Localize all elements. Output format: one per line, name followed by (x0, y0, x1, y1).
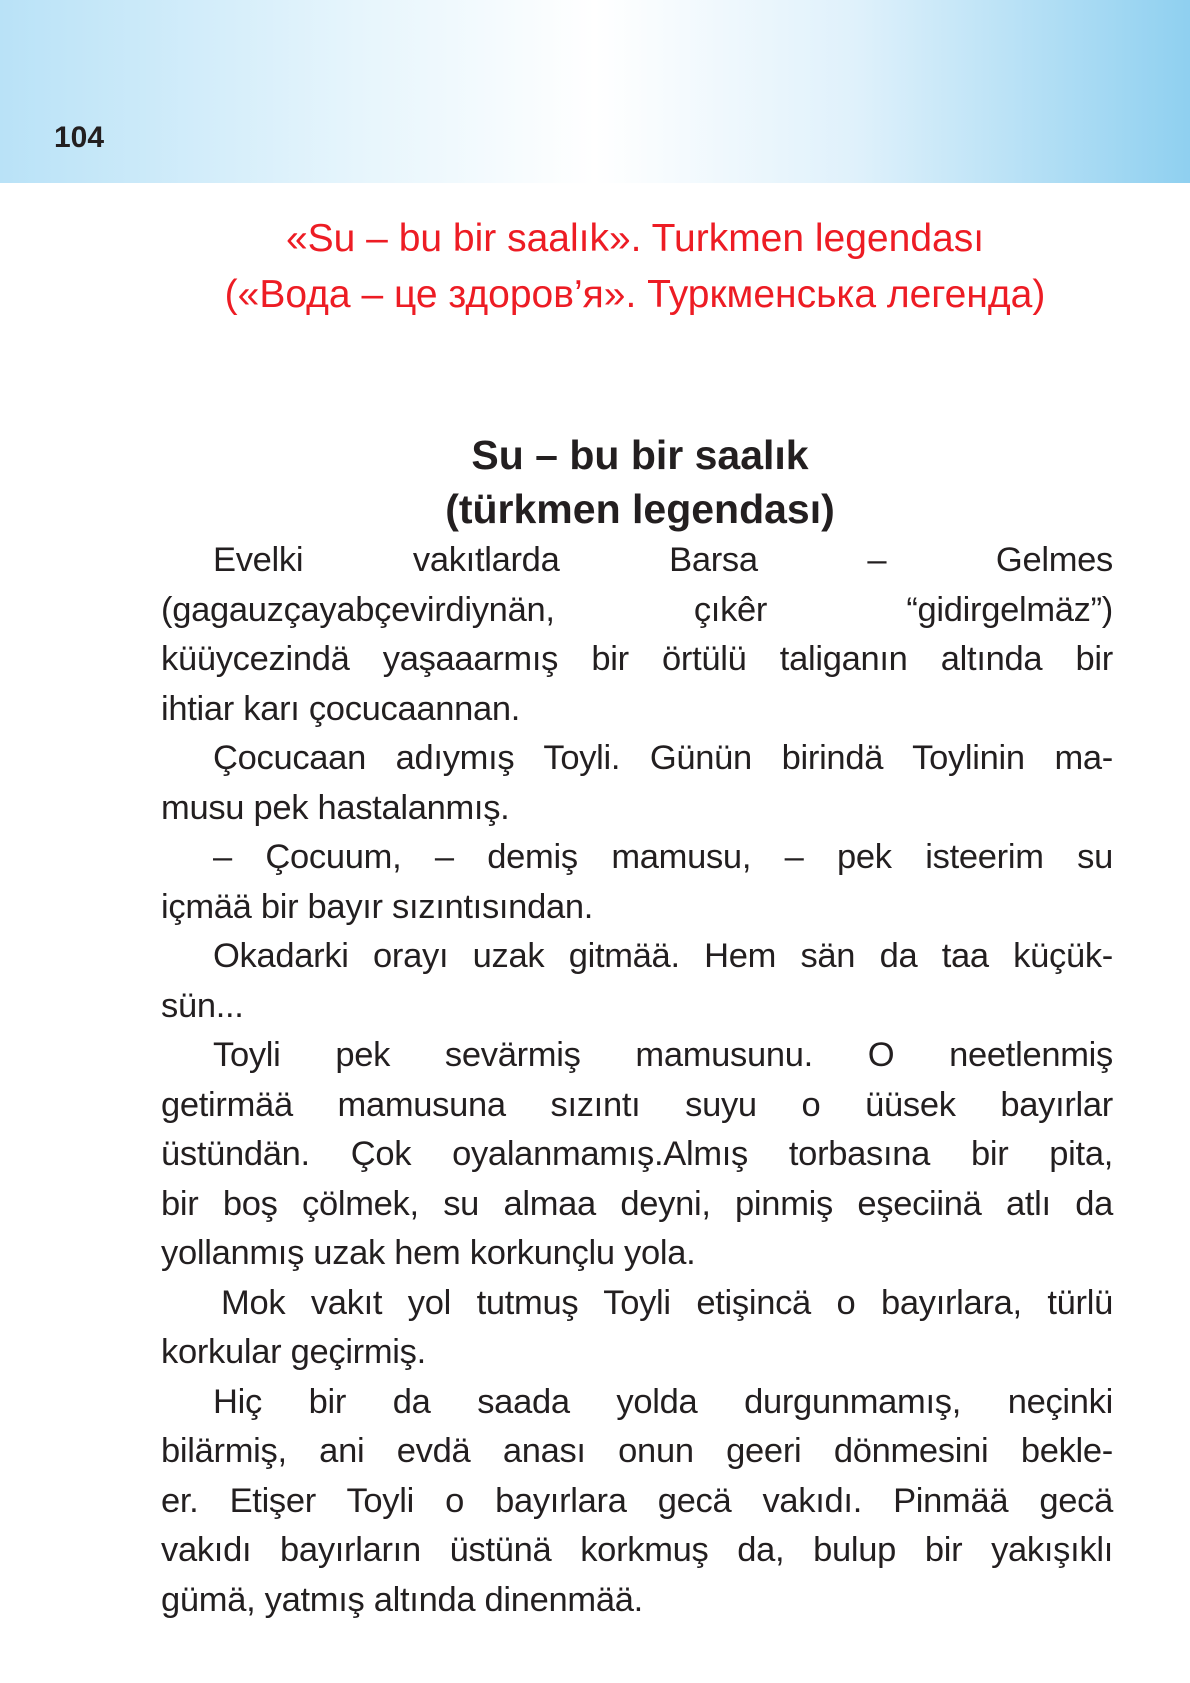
text-line: Mok vakıt yol tutmuş Toyli etişincä o bayırlara, türlü (221, 1283, 1113, 1322)
chapter-title-ukrainian: («Вода – це здоров’я». Туркменська легенда) (224, 273, 1046, 316)
text-line: Toyli pek sevärmiş mamusunu. O neetlenmiş (213, 1036, 1113, 1074)
text-line: sün... (161, 986, 244, 1025)
text-line: vakıdı bayırların üstünä korkmuş da, bulup bir yakışıklı (161, 1531, 1113, 1569)
text-line: Çocucaan adıymış Toyli. Günün birindä Toylinin ma- (213, 739, 1113, 777)
text-line: – Çocuum, – demiş mamusu, – pek isteerim su (213, 838, 1113, 876)
chapter-title-gagauz: «Su – bu bir saalık». Turkmen legendası (285, 217, 985, 260)
text-line: er. Etişer Toyli o bayırlara gecä vakıdı. Pinmää gecä (161, 1481, 1113, 1520)
text-line: bilärmiş, ani evdä anası onun geeri dönmesini bekle- (161, 1432, 1113, 1470)
text-line: Evelki vakıtlarda Barsa – Gelmes (213, 541, 1113, 579)
text-line: korkular geçirmiş. (161, 1333, 426, 1371)
text-line: musu pek hastalanmış. (161, 788, 510, 827)
story-title: Su – bu bir saalık (471, 432, 809, 478)
text-line: küüycezindä yaşaaarmış bir örtülü taliganın altında bir (161, 640, 1113, 678)
text-line: üstündän. Çok oyalanmamış.Almış torbasına bir pita, (161, 1135, 1113, 1173)
text-line: Okadarki orayı uzak gitmää. Hem sän da taa küçük- (213, 937, 1113, 975)
text-line: Hiç bir da saada yolda durgunmamış, neçinki (213, 1382, 1113, 1421)
text-line: içmää bir bayır sızıntısından. (161, 887, 594, 926)
text-line: bir boş çölmek, su almaa deyni, pinmiş eşeciinä atlı da (161, 1184, 1113, 1223)
story-body (161, 536, 1113, 1625)
page-number: 104 (54, 121, 105, 154)
text-line: gümä, yatmış altında dinenmää. (161, 1580, 643, 1619)
header-band (0, 0, 1190, 183)
text-line: ihtiar karı çocucaannan. (161, 689, 521, 728)
text-line: yollanmış uzak hem korkunçlu yola. (161, 1234, 696, 1272)
story-subtitle: (türkmen legendası) (445, 486, 835, 532)
text-line: getirmää mamusuna sızıntı suyu o üüsek bayırlar (161, 1085, 1113, 1124)
text-line: (gagauzçayabçevirdiynän, çıkêr “gidirgelmäz”) (161, 590, 1113, 629)
